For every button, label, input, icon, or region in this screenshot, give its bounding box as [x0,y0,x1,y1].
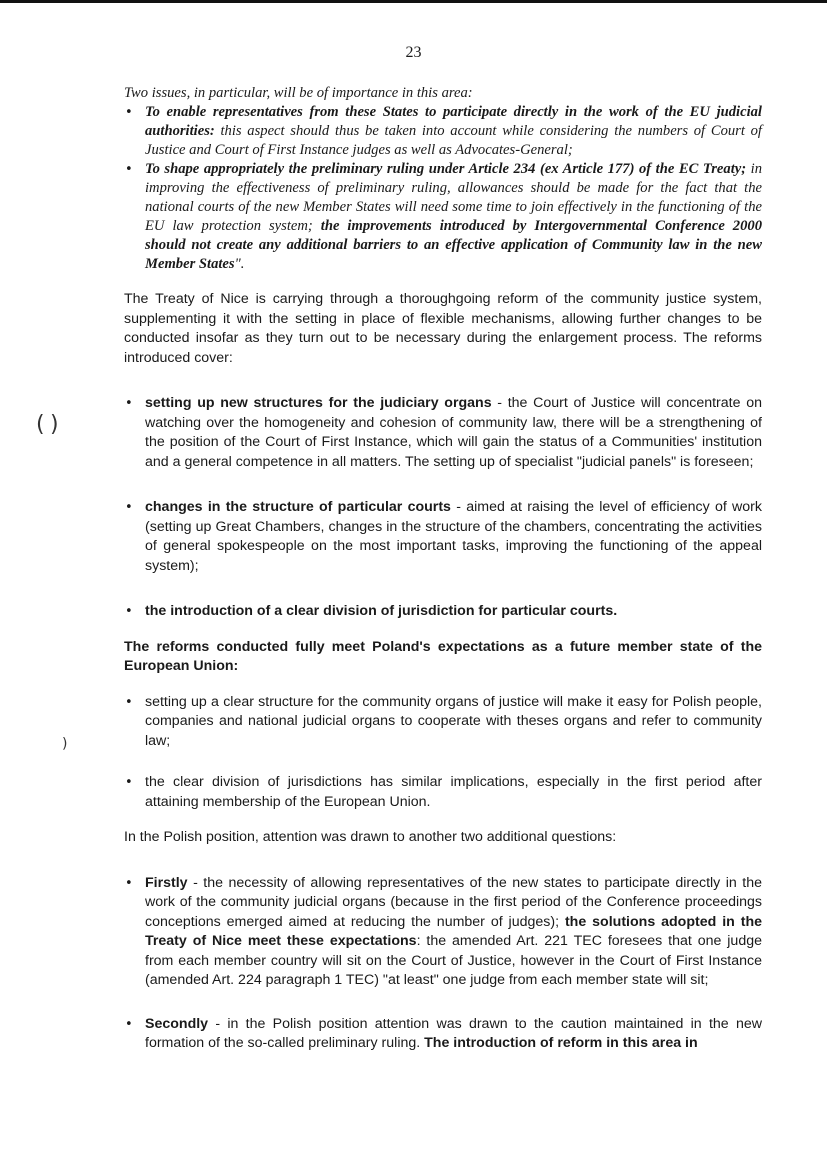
top-border-rule [0,0,827,3]
list-item [124,394,762,472]
reform-text: - aimed at raising the level of efficiency of work (setting up Great Chambers, changes in the structure of the chambers, concentrating the activities of general spokespeople on the most important tasks, improving the functioning of the appeal system); [145,499,762,574]
issue-emphasis: the improvements introduced by Intergovernmental Conference 2000 should not create any additional barriers to an effective application of Community law in the new Member States [145,218,762,272]
reforms-list [124,394,762,622]
reform-heading: changes in the structure of particular courts [145,499,451,515]
treaty-paragraph: The Treaty of Nice is carrying through a thoroughgoing reform of the community justice system, supplementing it with the setting in place of flexible mechanisms, allowing further changes to be conducted insofar as they turn out to be necessary during the enlargement process. The reforms introduced cover: [124,291,762,366]
polish-position-intro: In the Polish position, attention was drawn to another two additional questions: [124,829,617,845]
question-text: : the amended Art. 221 TEC foresees that one judge from each member country will sit on the Court of Justice, however in the Court of First Instance (amended Art. 224 paragraph 1 TEC) "at least" one judge from each member state will sit; [145,933,762,988]
issue-heading: To shape appropriately the preliminary ruling under Article 234 (ex Article 177) of the EC Treaty; [145,161,747,177]
reform-heading: the introduction of a clear division of jurisdiction for particular courts. [145,603,618,619]
margin-paren-mark: ) [50,412,59,437]
margin-paren-mark: ( [36,412,45,437]
page-number: 23 [405,44,422,61]
intro-text: Two issues, in particular, will be of importance in this area: [124,85,473,101]
list-item [124,498,762,576]
margin-paren-mark: ) [62,736,68,752]
issue-text: in improving the effectiveness of preliminary ruling, allowances should be made for the fact that the national courts of the new Member States will need some time to join effectively in the functioning of the EU law protection system; [145,161,762,234]
list-item [124,602,762,622]
question-heading: Firstly [145,874,188,891]
issue-text: this aspect should thus be taken into account while considering the numbers of Court of Justice and Court of First Instance judges as well as Advocates-General; [145,123,762,158]
list-item [124,160,762,274]
question-text: - the necessity of allowing representatives of the new states to participate directly in the work of the community judicial organs (because in the first period of the Conference proceedings conceptions emerged aimed at reducing the number of judges); [145,874,762,930]
expectations-heading: The reforms conducted fully meet Poland's expectations as a future member state of the European Union: [124,638,762,674]
list-item [124,874,762,991]
list-item: • the clear division of jurisdictions has similar implications, especially in the first period after attaining membership of the European Union. [124,773,762,812]
expectations-list [124,693,762,813]
issue-end: ". [234,256,245,272]
question-heading: Secondly [145,1015,209,1032]
issue-heading: To enable representatives from these States to participate directly in the work of the EU judicial authorities: [145,104,762,139]
question-emphasis: the solutions adopted in the Treaty of Nice meet these expectations [145,913,763,949]
question-emphasis: The introduction of reform in this area in [420,1035,698,1051]
list-item [124,1015,762,1054]
document-body [124,84,762,1054]
list-item [124,103,762,160]
questions-list [124,874,762,1054]
issues-list [124,103,762,274]
reform-heading: setting up new structures for the judiciary organs [145,395,492,411]
reform-text: - the Court of Justice will concentrate on watching over the homogeneity and cohesion of community law, there will be a strengthening of the position of the Court of First Instance, which will gain the status of a Communities' institution and a general competence in all matters. The setting up of specialist "judicial panels" is foreseen; [145,395,762,470]
question-text: - in the Polish position attention was drawn to the caution maintained in the new formation of the so-called preliminary ruling. [145,1015,762,1051]
list-item: • setting up a clear structure for the community organs of justice will make it easy for Polish people, companies and national judicial organs to cooperate with theses organs and refer to community law; [124,693,762,752]
